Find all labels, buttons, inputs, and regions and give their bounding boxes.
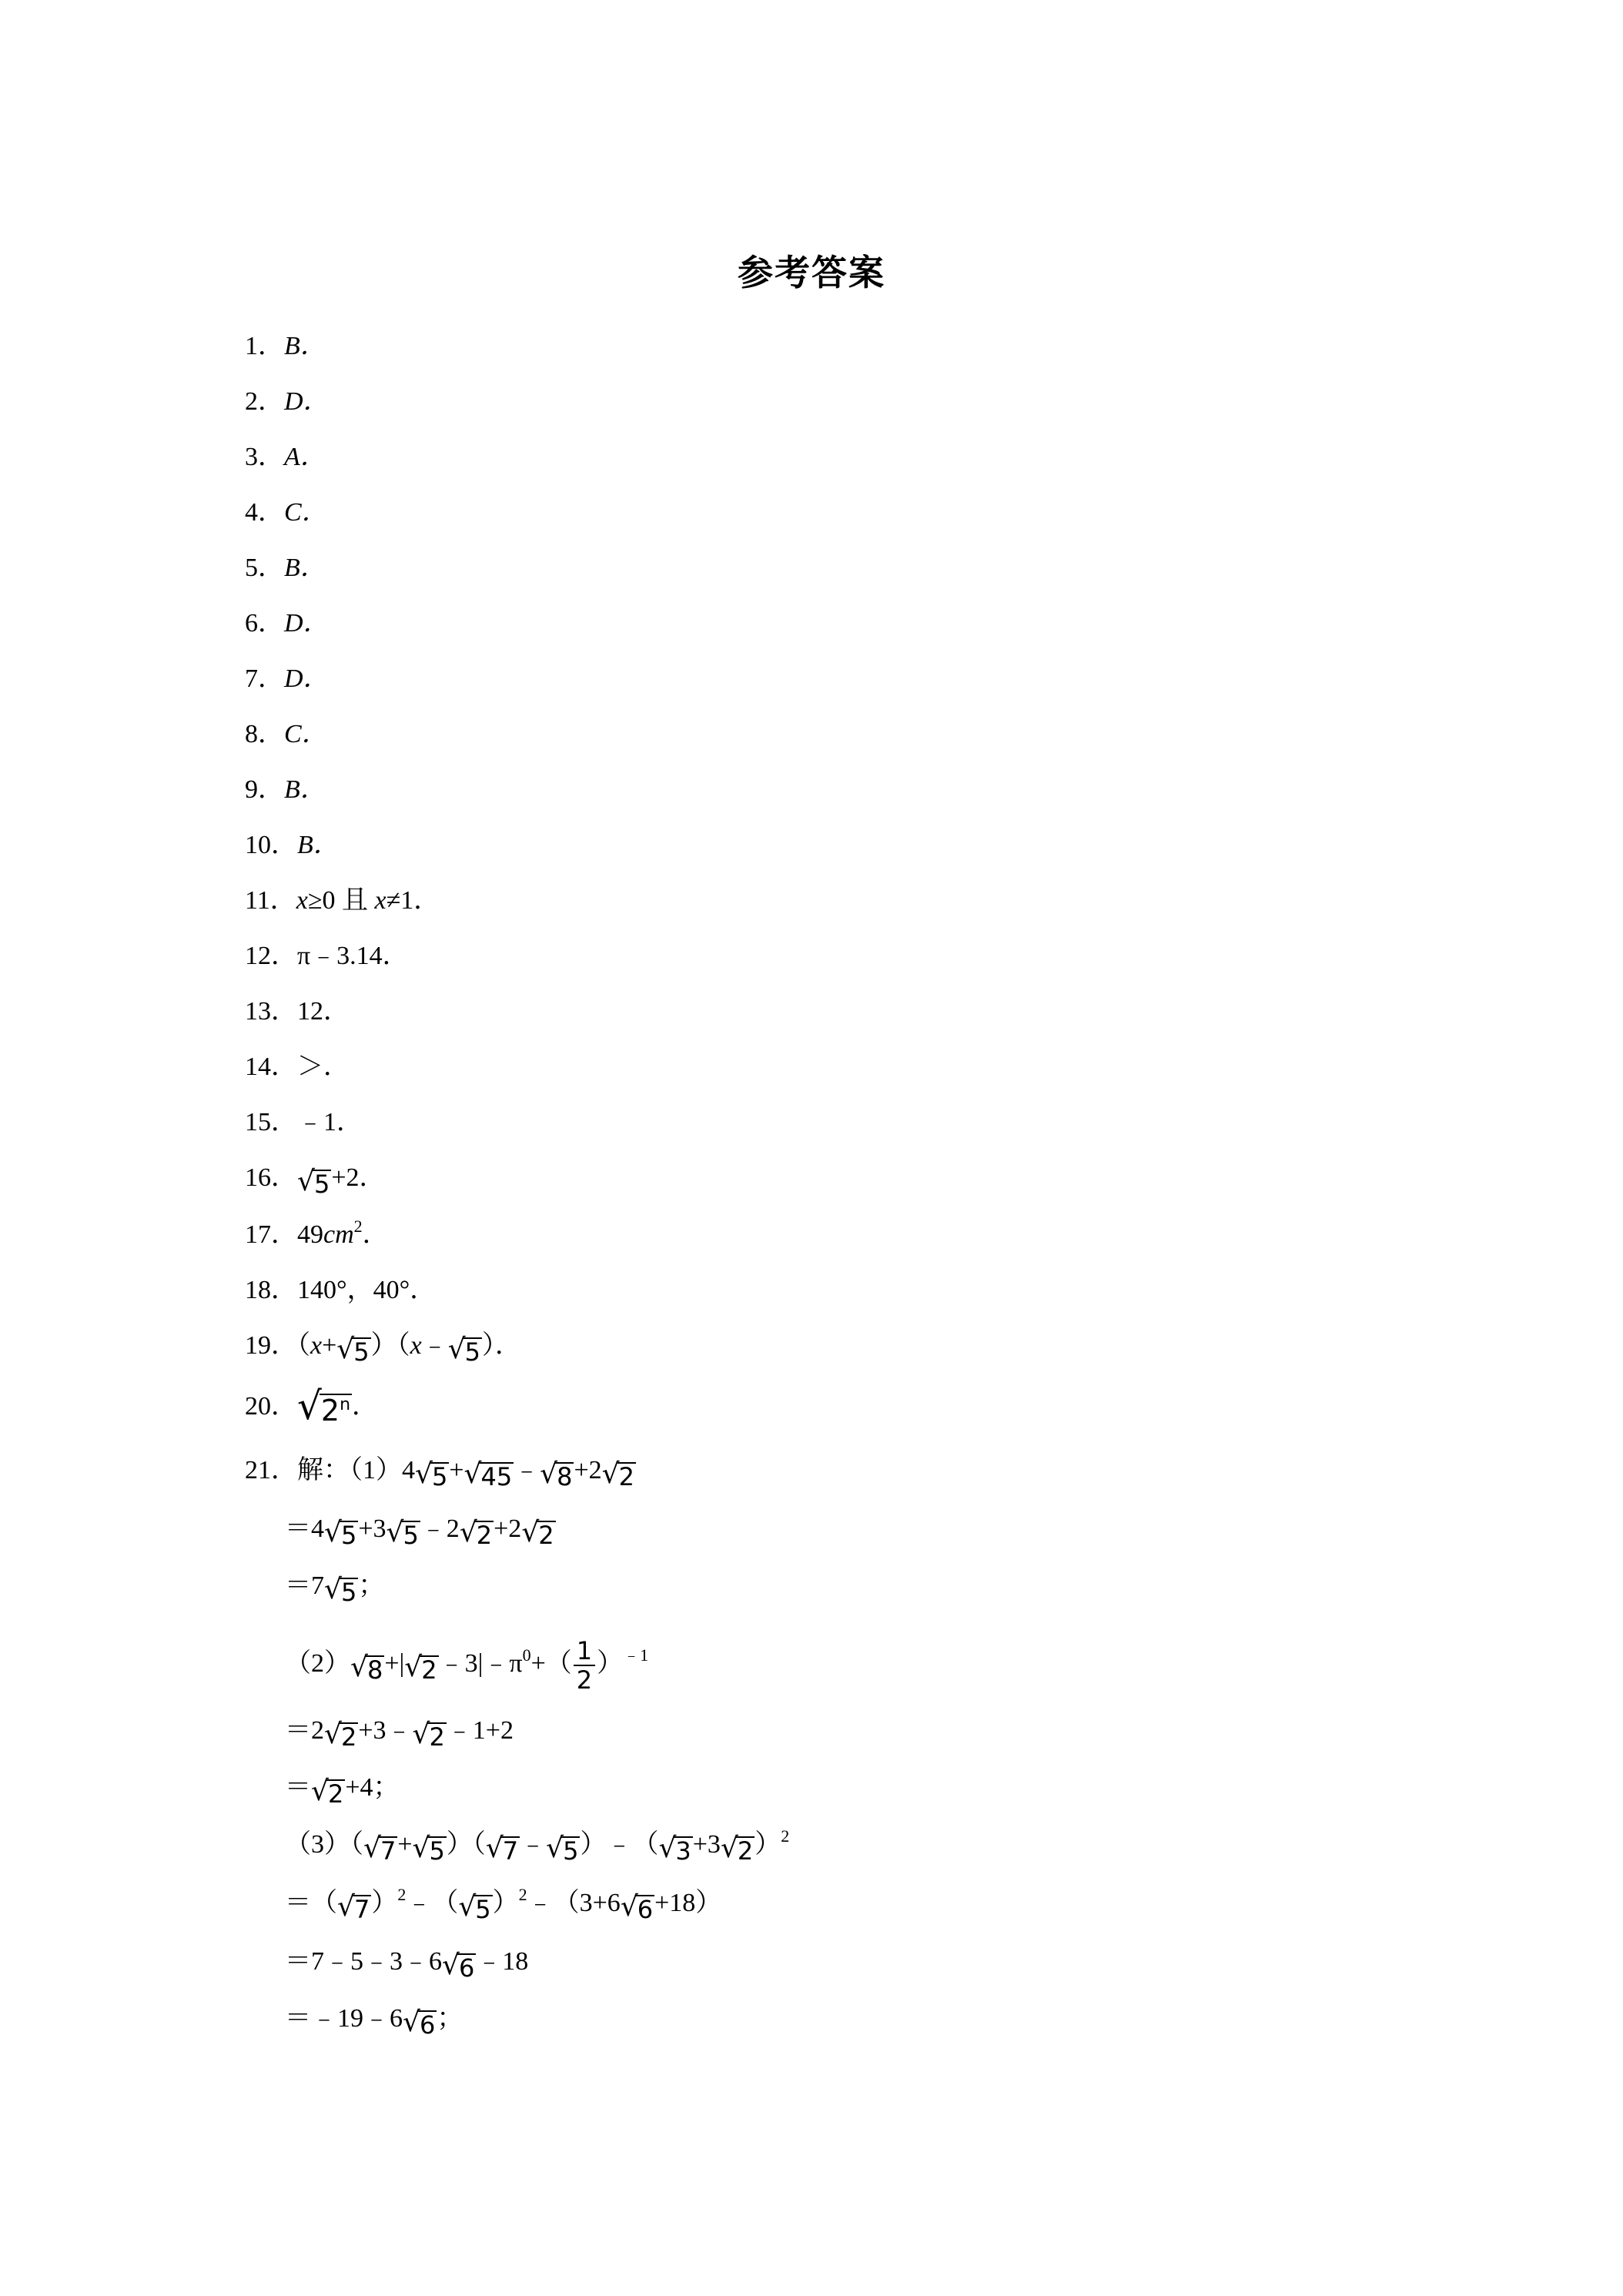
answer-21-step-10: ＝﹣19﹣6 √ 6 ； — [285, 2004, 463, 2040]
answer-9: 9．B． — [245, 775, 326, 804]
answer-13: 13．12． — [245, 997, 350, 1026]
answer-21-step-1: 21．解：（1）4 √ 5 + √ 45 ﹣ √ 8 +2 √ 2 — [245, 1456, 634, 1491]
answer-19: 19．（x+ √ 5 ）（x﹣ √ 5 ）． — [245, 1331, 521, 1367]
answer-21-step-9: ＝7﹣5﹣3﹣6 √ 6 ﹣18 — [285, 1947, 529, 1983]
answer-4: 4．C． — [245, 498, 328, 527]
answer-21-step-4: （2） √ 8 +| √ 2 $﹣3|﹣\pi^0+$（ $\frac{1}{2}$ ）$^{﹣1}$ — [285, 1636, 649, 1695]
answer-20: 20． √ 2$^n$ ． — [245, 1384, 379, 1428]
answer-17: 17．$49cm^2$． — [245, 1217, 389, 1249]
answer-21-step-3: ＝7 √ 5 ； — [285, 1571, 385, 1607]
answer-7: 7．D． — [245, 664, 330, 693]
answer-6: 6．D． — [245, 609, 330, 638]
answer-16: 16． √ 5 +2． — [245, 1163, 386, 1199]
answer-21-step-2: ＝4 √ 5 +3 √ 5 ﹣2 √ 2 +2 √ 2 — [285, 1514, 554, 1550]
answer-3: 3．A． — [245, 443, 326, 471]
answer-21-step-7: （3）（ √ 7 + √ 5 ）（ √ 7 ﹣ √ 5 ）﹣（ √ 3 +3 √ 2 ）$^2$ — [285, 1826, 790, 1866]
answer-14: 14．＞． — [245, 1053, 350, 1081]
answer-1: 1．B． — [245, 332, 326, 360]
sqrt-expression: √ 5 — [336, 1334, 370, 1367]
answer-10: 10．B． — [245, 831, 340, 859]
answer-11: 11．x≥0 且 x≠1． — [245, 886, 440, 915]
answer-21-step-8: ＝（ √ 7 ）$^2$﹣（ √ 5 ）$^2$﹣（3+6 √ 6 +18） — [285, 1885, 722, 1924]
answer-15: 15．﹣1． — [245, 1108, 363, 1136]
answer-21-step-6: ＝ √ 2 +4； — [285, 1773, 400, 1809]
answer-21-step-5: ＝2 √ 2 +3﹣ √ 2 ﹣1+2 — [285, 1716, 514, 1752]
answer-5: 5．B． — [245, 554, 326, 582]
answer-8: 8．C． — [245, 720, 328, 748]
answer-18: 18．140°，40°． — [245, 1276, 437, 1304]
sqrt-expression: √ 2$^n$ — [297, 1384, 351, 1428]
fraction: $\frac{1}{2}$ — [574, 1637, 595, 1694]
answer-12: 12．π﹣3.14． — [245, 942, 409, 970]
sqrt-expression: √ 5 — [297, 1166, 330, 1199]
page-title: 参考答案 — [738, 252, 885, 293]
answer-2: 2．D． — [245, 387, 330, 416]
sqrt-expression: √ 5 — [447, 1334, 480, 1367]
